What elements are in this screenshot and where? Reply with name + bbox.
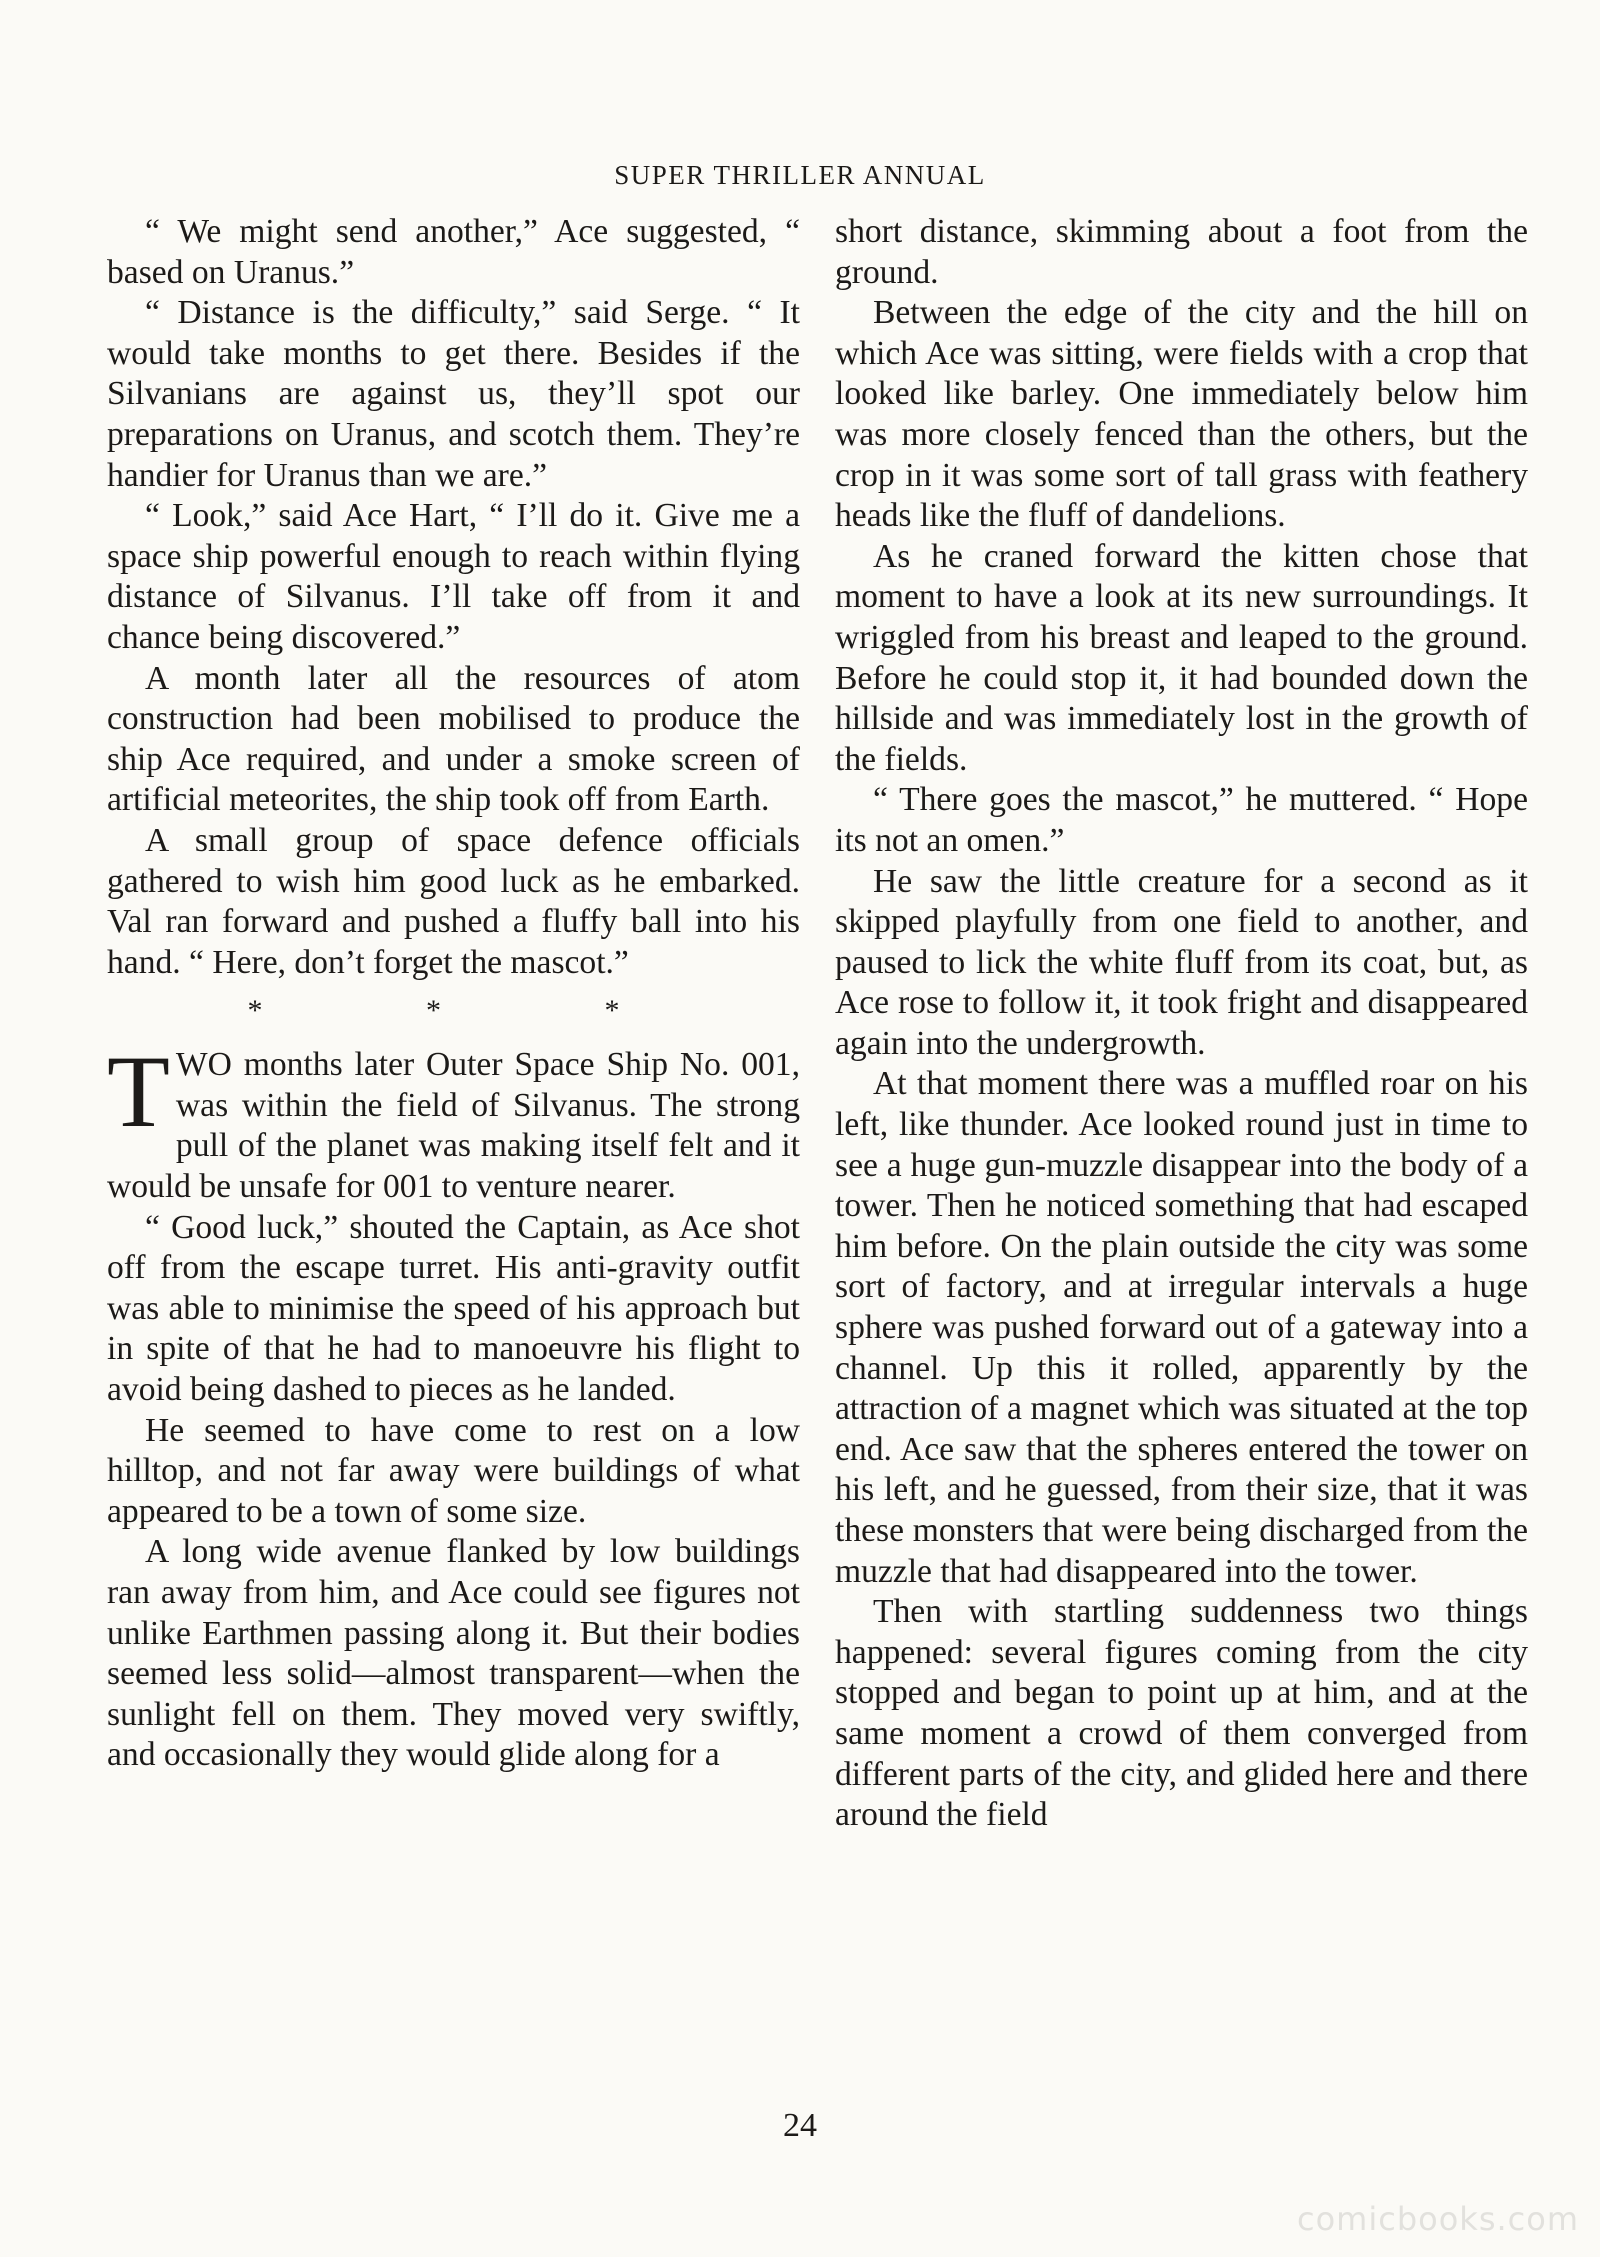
paragraph: short distance, skimming about a foot from the ground. — [835, 213, 1528, 291]
paragraph: “ Distance is the difficulty,” said Serge. “ It would take months to get there. Besides if the Silvanians are against us, they’ll spot our preparations on Uranus, and scotch them. They’re handier for Uranus than we are.” — [107, 294, 800, 494]
right-column — [835, 212, 1528, 1836]
page-number: 24 — [783, 2107, 817, 2144]
paragraph — [107, 1035, 800, 1207]
paragraph: A month later all the resources of atom construction had been mobilised to produce the ship Ace required, and under a smoke screen of artificial meteorites, the ship took off from Earth. — [107, 659, 800, 819]
paragraph: “ Good luck,” shouted the Captain, as Ace shot off from the escape turret. His anti-gravity outfit was able to minimise the speed of his approach but in spite of that he had to manoeuvre his flight to avoid being dashed to pieces as he landed. — [107, 1208, 800, 1409]
running-header: SUPER THRILLER ANNUAL — [614, 160, 986, 190]
paragraph-text: WO months later Outer Space Ship No. 001, was within the field of Silvanus. The strong pull of the planet was making itself felt and it would be unsafe for 001 to venture nearer. — [107, 1046, 800, 1206]
paragraph: He saw the little creature for a second as it skipped playfully from one field to another, and paused to lick the white fluff from its coat, but, as Ace rose to follow it, it took fright and disappeared again into the undergrowth. — [835, 862, 1528, 1062]
paragraph: As he craned forward the kitten chose that moment to have a look at its new surroundings. It wriggled from his breast and leaped to the ground. Before he could stop it, it had bounded down the hillside and was immediately lost in the growth of the fields. — [835, 537, 1528, 778]
paragraph: “ We might send another,” Ace suggested, “ based on Uranus.” — [107, 213, 800, 291]
section-separator: * * * — [247, 994, 698, 1028]
paragraph: A small group of space defence officials gathered to wish him good luck as he embarked. Val ran forward and pushed a fluffy ball into his hand. “ Here, don’t forget the mascot.” — [107, 821, 800, 981]
paragraph: At that moment there was a muffled roar on his left, like thunder. Ace looked round just in time to see a huge gun-muzzle disappear into the body of a tower. Then he noticed something that had escaped him before. On the plain outside the city was some sort of factory, and at irregular intervals a huge sphere was pushed forward out of a gateway into a channel. Up this it rolled, apparently by the attraction of a magnet which was situated at the top end. Ace saw that the spheres entered the tower on his left, and he guessed, from their size, that it was these monsters that were being discharged from the muzzle that had disappeared into the tower. — [835, 1065, 1528, 1590]
drop-cap: T — [107, 1035, 170, 1150]
watermark: comicbooks.com — [1297, 2200, 1580, 2238]
paragraph: He seemed to have come to rest on a low hilltop, and not far away were buildings of what appeared to be a town of some size. — [107, 1411, 800, 1530]
paragraph: Between the edge of the city and the hill on which Ace was sitting, were fields with a crop that looked like barley. One immediately below him was more closely fenced than the others, but the crop in it was some sort of tall grass with feathery heads like the fluff of dandelions. — [835, 294, 1528, 535]
paragraph: Then with startling suddenness two things happened: several figures coming from the city stopped and began to point up at him, and at the same moment a crowd of them converged from different parts of the city, and glided here and there around the field — [835, 1593, 1528, 1834]
paragraph: “ Look,” said Ace Hart, “ I’ll do it. Give me a space ship powerful enough to reach within flying distance of Silvanus. I’ll take off from it and chance being discovered.” — [107, 497, 800, 656]
left-column — [107, 212, 800, 1776]
paragraph: “ There goes the mascot,” he muttered. “ Hope its not an omen.” — [835, 781, 1528, 859]
paragraph: A long wide avenue flanked by low buildings ran away from him, and Ace could see figures not unlike Earthmen passing along it. But their bodies seemed less solid—almost transparent—when the sunlight fell on them. They moved very swiftly, and occasionally they would glide along for a — [107, 1533, 800, 1774]
